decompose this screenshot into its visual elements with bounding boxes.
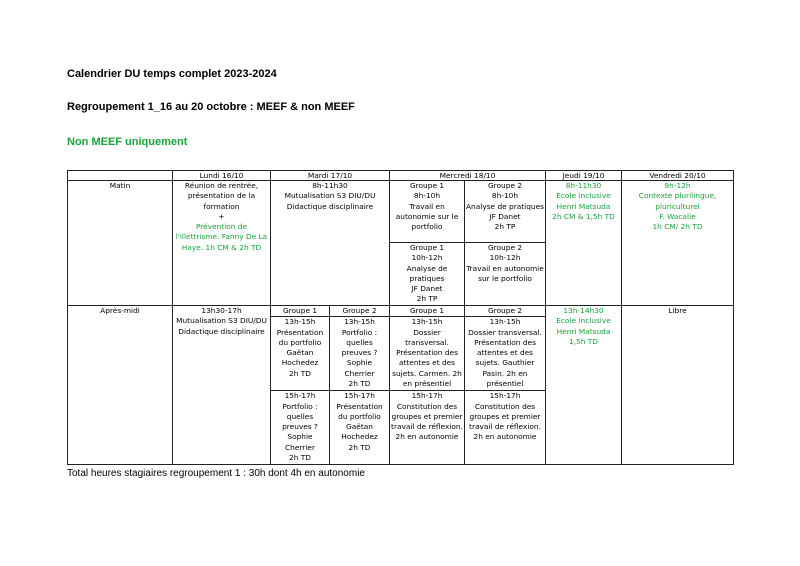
schedule-table	[67, 170, 734, 465]
cell-line: Gaëtan Hochedez	[281, 348, 319, 368]
total-hours-note: Total heures stagiaires regroupement 1 : 30h dont 4h en autonomie	[67, 468, 365, 479]
cell-jeudi-apres-midi	[546, 306, 622, 465]
morning-row-1	[68, 181, 734, 243]
cell-vendredi-matin	[622, 181, 734, 306]
cell-line: JF Danet	[411, 284, 443, 294]
cell-line: Contexte plurilingue, pluriculturel	[638, 191, 717, 211]
cell-vendredi-apres-midi	[622, 306, 734, 465]
cell-mercredi-matin-g2-a	[465, 181, 546, 243]
header-empty	[68, 171, 173, 181]
cell-line: 13h30-17h	[201, 306, 242, 315]
cell-mercredi-am-g1-b	[390, 391, 465, 465]
cell-line: Présentation du portfolio	[276, 327, 324, 347]
cell-mardi-am-g2-a	[330, 317, 390, 391]
cell-line: 2h CM & 1,5h TD	[552, 211, 615, 221]
header-day-vendredi: Vendredi 20/10	[622, 171, 734, 181]
cell-line: 10h-12h	[489, 253, 521, 263]
document-title: Calendrier DU temps complet 2023-2024	[67, 68, 277, 80]
cell-mercredi-am-group1-label: Groupe 1	[390, 306, 465, 317]
header-row	[68, 171, 734, 181]
cell-line: Groupe 2	[487, 181, 523, 190]
cell-line: Analyse de pratiques	[406, 263, 448, 283]
header-day-mercredi: Mercredi 18/10	[390, 171, 546, 181]
cell-line: 15h-17h	[411, 391, 443, 401]
cell-line: 8h-11h30	[312, 181, 348, 190]
cell-mardi-am-g2-b	[330, 391, 390, 465]
cell-line: 13h-15h	[489, 317, 521, 327]
cell-line: Ecole inclusive	[556, 191, 611, 201]
cell-line: Constitution des groupes et premier travail de réflexion. 2h en autonomie	[391, 401, 463, 442]
cell-line: +	[218, 211, 225, 221]
cell-line: Groupe 2	[487, 243, 523, 252]
cell-line: Sophie Cherrier	[285, 432, 315, 452]
cell-line: 9h-12h	[664, 181, 691, 190]
cell-line: Mutualisation S3 DIU/DU	[176, 316, 267, 326]
cell-mardi-am-group2-label: Groupe 2	[330, 306, 390, 317]
header-day-mardi: Mardi 17/10	[271, 171, 390, 181]
cell-line: Analyse de pratiques	[466, 201, 545, 211]
row-label-matin: Matin	[68, 181, 173, 306]
cell-line: 13h-15h	[284, 317, 316, 327]
cell-line: 1,5h TD	[569, 336, 598, 346]
cell-line: Ecole inclusive	[556, 316, 611, 326]
cell-line: Prévention de l'illettrisme. Fanny De La Haye. 1h CM & 2h TD	[175, 222, 268, 252]
cell-mercredi-am-g2-a	[465, 317, 546, 391]
cell-line: 15h-17h	[489, 391, 521, 401]
cell-line: 13h-15h	[344, 317, 375, 327]
cell-line: 8h-10h	[413, 191, 441, 201]
cell-line: Sophie Cherrier	[344, 358, 375, 378]
cell-line: 2h TP	[494, 222, 516, 232]
cell-line: Travail en autonomie sur le portfolio	[466, 263, 544, 283]
cell-mardi-am-g1-a	[271, 317, 330, 391]
cell-line: 2h TD	[348, 442, 371, 452]
cell-mercredi-am-group2-label: Groupe 2	[465, 306, 546, 317]
cell-line: Groupe 1	[409, 243, 445, 252]
regroupement-subtitle: Regroupement 1_16 au 20 octobre : MEEF & non MEEF	[67, 101, 355, 113]
cell-line: Didactique disciplinaire	[178, 326, 265, 336]
cell-jeudi-matin	[546, 181, 622, 306]
cell-line: 1h CM/ 2h TD	[652, 222, 703, 232]
section-label: Non MEEF uniquement	[67, 136, 188, 148]
header-day-lundi: Lundi 16/10	[173, 171, 271, 181]
cell-line: Présentation du portfolio	[336, 401, 383, 421]
cell-line: Travail en autonomie sur le portfolio	[395, 201, 459, 232]
afternoon-row-groups	[68, 306, 734, 317]
cell-line: Groupe 1	[409, 181, 445, 190]
cell-line: 15h-17h	[284, 391, 316, 401]
cell-line: Gaëtan Hochedez	[341, 422, 378, 442]
cell-line: JF Danet	[489, 211, 521, 221]
cell-mardi-am-group1-label: Groupe 1	[271, 306, 330, 317]
cell-line: Henri Matsuda	[556, 326, 611, 336]
cell-line: 2h TD	[289, 453, 311, 463]
cell-line: Henri Matsuda	[556, 201, 611, 211]
cell-lundi-matin	[173, 181, 271, 306]
cell-line: 8h-11h30	[565, 181, 602, 190]
cell-line: Réunion de rentrée, présentation de la formation	[184, 181, 259, 211]
cell-line: Constitution des groupes et premier travail de réflexion. 2h en autonomie	[469, 401, 541, 442]
cell-line: Mutualisation S3 DIU/DU	[284, 191, 376, 201]
cell-line: Dossier transversal. Présentation des attentes et des sujets. Carmen. 2h en présentiel	[392, 327, 462, 389]
cell-line: Portfolio : quelles preuves ?	[341, 327, 378, 358]
cell-line: F. Wacalie	[659, 211, 696, 221]
cell-line: 15h-17h	[344, 391, 375, 401]
cell-line: 2h TP	[416, 294, 438, 304]
cell-line: 10h-12h	[411, 253, 443, 263]
cell-mercredi-am-g1-a	[390, 317, 465, 391]
cell-line: 2h TD	[348, 379, 371, 389]
cell-line: 13h-14h30	[563, 306, 604, 315]
cell-line: 8h-10h	[491, 191, 519, 201]
cell-line: Didactique disciplinaire	[286, 201, 374, 211]
row-label-apres-midi: Après-midi	[68, 306, 173, 465]
cell-mercredi-matin-g1-b	[390, 243, 465, 306]
cell-mercredi-matin-g1-a	[390, 181, 465, 243]
cell-mercredi-matin-g2-b	[465, 243, 546, 306]
cell-mercredi-am-g2-b	[465, 391, 546, 465]
cell-mardi-matin	[271, 181, 390, 306]
cell-line: Portfolio : quelles preuves ?	[282, 401, 318, 432]
cell-lundi-apres-midi	[173, 306, 271, 465]
cell-line: 13h-15h	[411, 317, 443, 327]
cell-line: Libre	[668, 306, 687, 315]
cell-line: 2h TD	[289, 368, 311, 378]
header-day-jeudi: Jeudi 19/10	[546, 171, 622, 181]
cell-line: Dossier transversal. Présentation des attentes et des sujets. Gauthier Pasin. 2h en présentiel	[468, 327, 542, 389]
cell-mardi-am-g1-b	[271, 391, 330, 465]
